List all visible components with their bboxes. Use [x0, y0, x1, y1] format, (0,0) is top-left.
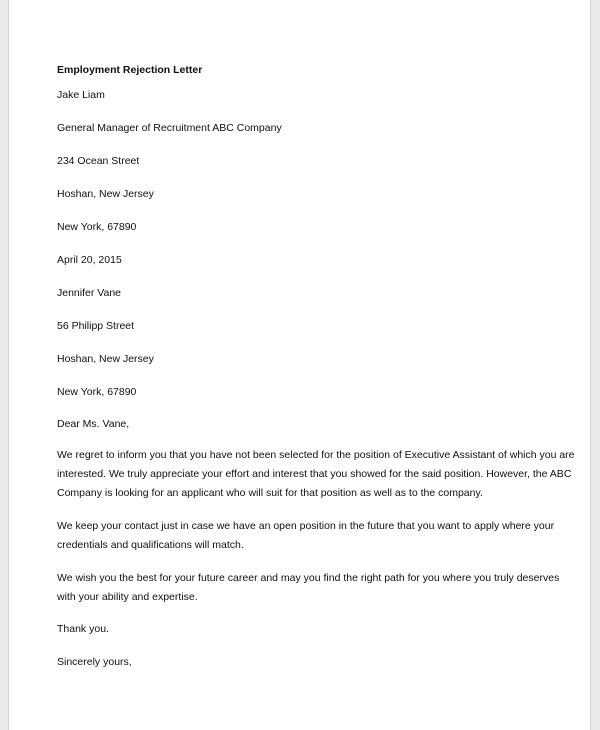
recipient-street: 56 Philipp Street	[57, 320, 135, 332]
paragraph-3-line: We wish you the best for your future career and may you find the right path for you where you truly deserves	[57, 572, 560, 584]
sender-street: 234 Ocean Street	[57, 155, 140, 167]
paragraph-2-line: credentials and qualifications will match.	[57, 539, 244, 551]
paragraph-1-line: interested. We truly appreciate your effort and interest that you showed for the said position. However, the ABC	[57, 468, 572, 480]
paragraph-1-line: Company is looking for an applicant who will suit for that position as well as to the company.	[57, 487, 483, 499]
sender-city-state: Hoshan, New Jersey	[57, 188, 154, 200]
recipient-name: Jennifer Vane	[57, 287, 122, 299]
sender-name: Jake Liam	[57, 89, 105, 101]
paragraph-3-line: with your ability and expertise.	[57, 591, 198, 603]
thank-you: Thank you.	[57, 623, 109, 635]
recipient-city-state: Hoshan, New Jersey	[57, 353, 154, 365]
paragraph-1-line: We regret to inform you that you have not been selected for the position of Executive Assistant of which you are	[57, 449, 575, 461]
sender-position: General Manager of Recruitment ABC Company	[57, 122, 282, 134]
paragraph-2-line: We keep your contact just in case we have an open position in the future that you want to apply where your	[57, 520, 555, 532]
letter-date: April 20, 2015	[57, 254, 122, 266]
document-page	[8, 0, 591, 730]
paragraph-3	[57, 569, 560, 607]
salutation: Dear Ms. Vane,	[57, 418, 130, 430]
sender-city-zip: New York, 67890	[57, 221, 137, 233]
paragraph-2	[57, 517, 557, 555]
paragraph-1	[57, 446, 575, 503]
closing: Sincerely yours,	[57, 656, 132, 668]
recipient-city-zip: New York, 67890	[57, 386, 137, 398]
letter-title: Employment Rejection Letter	[57, 64, 203, 76]
